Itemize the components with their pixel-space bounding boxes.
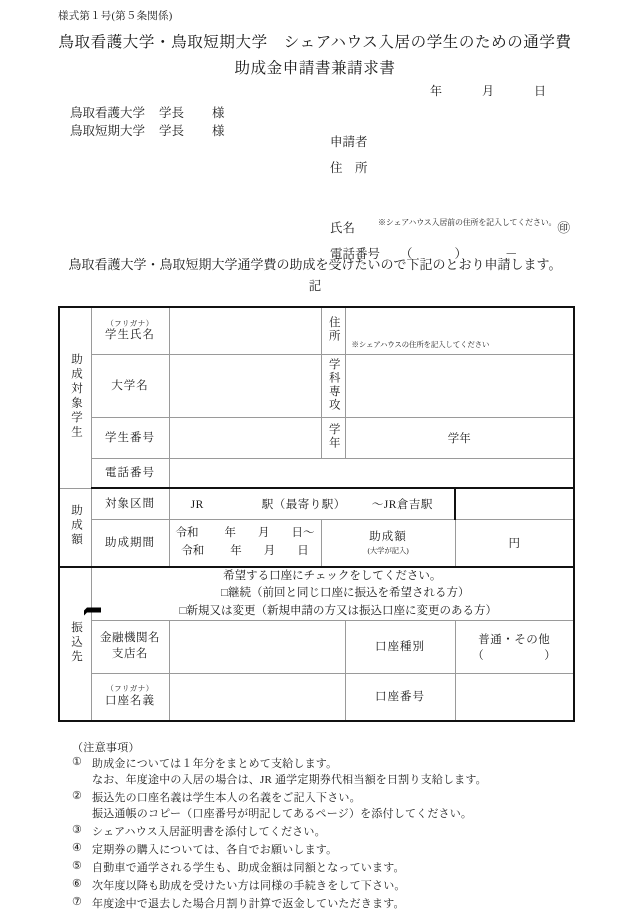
section-label-amount-text: 助成額 [70, 504, 82, 548]
note-line: 定期券の購入については、各自でお願いします。 [92, 843, 338, 856]
seal-icon: ㊞ [557, 221, 570, 235]
note-body [92, 843, 612, 859]
note-item [72, 757, 612, 789]
account-option-new-or-change-label: 新規又は変更（新規申請の方又は振込口座に変更のある方） [186, 604, 497, 617]
section-label-bank-text: 振込先 [70, 620, 82, 665]
note-line: 年度途中で退去した場合月割り計算で返金していただきます。 [92, 897, 405, 910]
period-year-2: 年 [230, 545, 242, 557]
label-phone-text: 電話番号 [105, 466, 155, 479]
addressee-row-1 [70, 104, 225, 122]
application-table [58, 306, 575, 722]
notes-section [72, 743, 612, 914]
hint-student-address: ※シェアハウスの住所を記入してください [351, 340, 490, 349]
table-row-university [59, 355, 574, 418]
tel-dash: － [505, 247, 518, 261]
date-day-label: 日 [534, 84, 547, 98]
account-option-continue[interactable] [92, 585, 574, 602]
applicant-block [330, 132, 570, 270]
student-address-cell-inner [346, 309, 574, 353]
label-grade-text: 学年 [327, 423, 340, 450]
addressee-honorific-2: 様 [212, 124, 225, 138]
applicant-label: 申請者 [330, 135, 368, 149]
route-destination-label: ～JR倉吉駅 [371, 499, 433, 511]
date-year-label: 年 [430, 84, 443, 98]
applicant-spacer [330, 184, 570, 218]
label-grant-amount-sub: (大学が記入) [367, 545, 409, 555]
label-account-type-text: 口座種別 [375, 640, 425, 653]
form-number: 様式第１号(第５条関係) [58, 11, 173, 22]
note-number: ① [72, 756, 82, 768]
date-line [430, 82, 546, 99]
note-item [72, 879, 612, 895]
input-phone[interactable] [169, 459, 574, 489]
note-item [72, 791, 612, 823]
date-month-label: 月 [482, 84, 495, 98]
account-choice-instruction: 希望する口座にチェックをしてください。 [223, 570, 442, 582]
label-university [91, 355, 169, 418]
addressee-org-2: 鳥取短期大学 [70, 124, 146, 138]
pointer-flag-icon [84, 606, 102, 616]
table-row-period [59, 520, 574, 568]
period-day-1: 日～ [291, 527, 315, 540]
note-number: ④ [72, 841, 82, 854]
note-line: 振込通帳のコピー（口座番号が明記してあるページ）を添付してください。 [92, 807, 473, 820]
note-number: ⑦ [72, 895, 82, 908]
label-student-name-text: 学生氏名 [105, 328, 155, 341]
note-body [92, 757, 612, 789]
label-student-number [91, 418, 169, 459]
table-row-phone [59, 459, 574, 489]
period-line-1 [170, 525, 321, 543]
title-line-2: 助成金申請書兼請求書 [234, 60, 396, 77]
applicant-name-label: 氏名 [330, 221, 356, 235]
applicant-address-note: ※シェアハウス入居前の住所を記入してください。 [378, 218, 557, 227]
note-item [72, 861, 612, 877]
note-item [72, 897, 612, 913]
addressee-block [70, 104, 225, 140]
period-month-2: 月 [263, 545, 276, 557]
note-number: ③ [72, 823, 82, 836]
label-student-address-text: 住所 [327, 316, 340, 343]
note-body [92, 897, 612, 913]
input-department[interactable] [345, 355, 574, 418]
label-account-name [91, 673, 169, 721]
note-body [92, 879, 612, 895]
label-grant-amount [321, 520, 455, 568]
label-department-text: 学科専攻 [327, 357, 340, 412]
section-label-student-text: 助成対象学生 [70, 352, 82, 440]
input-grant-amount[interactable]: 円 [455, 520, 574, 568]
label-route-text: 対象区間 [105, 497, 155, 510]
period-month-1: 月 [258, 527, 270, 540]
addressee-post-2: 学長 [159, 124, 185, 138]
period-year-1: 年 [224, 527, 236, 540]
route-line-inner [191, 499, 433, 511]
title-line-1: 鳥取看護大学・鳥取短期大学 シェアハウス入居の学生のための通学費 [58, 34, 572, 51]
input-account-type[interactable]: 普通・その他（ ） [455, 620, 574, 673]
note-number: ⑥ [72, 877, 82, 890]
label-department [321, 355, 345, 418]
label-institution [91, 620, 169, 673]
ki-marker: 記 [308, 279, 322, 293]
table-row-student-number [59, 418, 574, 459]
document-title [0, 30, 630, 78]
input-institution[interactable] [169, 620, 345, 673]
account-choice-block [91, 567, 574, 620]
note-line: 自動車で通学される学生も、助成金額は同額となっています。 [92, 861, 405, 874]
section-label-amount [59, 488, 91, 567]
applicant-name-row[interactable] [330, 218, 570, 244]
account-option-new-or-change[interactable] [92, 603, 574, 620]
label-period [91, 520, 169, 568]
checkbox-new-or-change-icon[interactable]: □ [179, 604, 187, 617]
note-number: ⑤ [72, 859, 82, 872]
input-university[interactable] [169, 355, 321, 418]
notes-title: （注意事項） [72, 742, 140, 754]
note-line: 助成金については１年分をまとめて支給します。 [92, 758, 338, 770]
period-era-2: 令和 [181, 545, 205, 557]
input-student-name[interactable] [169, 307, 321, 355]
route-station-label: 駅（最寄り駅） [261, 499, 346, 511]
label-account-type [345, 620, 455, 673]
furigana-student-name: （フリガナ） [106, 318, 154, 328]
label-phone [91, 459, 169, 489]
table-row-student-name [59, 307, 574, 355]
note-line: 次年度以降も助成を受けたい方は同様の手続きをして下さい。 [92, 879, 406, 892]
addressee-honorific-1: 様 [212, 106, 225, 120]
input-grade[interactable]: 学年 [345, 418, 574, 459]
label-student-name [91, 307, 169, 355]
table-row-institution [59, 620, 574, 673]
table-row-account-name [59, 673, 574, 721]
note-line: シェアハウス入居証明書を添付してください。 [92, 825, 326, 838]
label-university-text: 大学名 [111, 379, 149, 392]
addressee-org-1: 鳥取看護大学 [70, 106, 146, 120]
label-account-number-text: 口座番号 [375, 690, 425, 703]
applicant-tel-label: 電話番号 [330, 247, 381, 261]
note-line: なお、年度途中の入居の場合は、JR 通学定期券代相当額を日割り支給します。 [92, 773, 487, 786]
label-account-name-text: 口座名義 [105, 694, 155, 707]
label-grant-amount-text: 助成額 [369, 531, 407, 544]
furigana-account-name: （フリガナ） [106, 684, 154, 694]
period-line-2 [170, 543, 321, 561]
label-institution-line2: 支店名 [112, 647, 148, 660]
label-student-number-text: 学生番号 [105, 431, 155, 444]
tel-paren-close: ） [454, 247, 468, 261]
period-day-2: 日 [297, 545, 309, 557]
period-era-1: 令和 [175, 527, 199, 540]
input-route[interactable] [169, 488, 455, 520]
input-account-number[interactable] [455, 673, 574, 721]
applicant-address-row[interactable] [330, 158, 570, 227]
note-item [72, 843, 612, 859]
note-line: 振込先の口座名義は学生本人の名義をご記入下さい。 [92, 791, 361, 804]
label-student-address [321, 307, 345, 355]
application-statement: 鳥取看護大学・鳥取短期大学通学費の助成を受けたいので下記のとおり申請します。 [68, 257, 562, 272]
applicant-label-row [330, 132, 570, 158]
addressee-row-2 [70, 122, 225, 140]
tel-paren-open: （ [400, 247, 413, 261]
applicant-address-label: 住 所 [330, 161, 368, 175]
note-body [92, 791, 612, 823]
section-label-student [59, 307, 91, 488]
input-account-name[interactable] [169, 673, 345, 721]
note-item [72, 825, 612, 841]
input-student-number[interactable] [169, 418, 321, 459]
label-route [91, 488, 169, 520]
table-row-account-choice [59, 567, 574, 620]
section-label-bank [59, 567, 91, 721]
note-body [92, 825, 612, 841]
checkbox-continue-icon[interactable]: □ [221, 587, 228, 600]
input-student-address[interactable] [345, 307, 574, 355]
label-grade [321, 418, 345, 459]
route-spacer-cell [455, 488, 574, 520]
addressee-post-1: 学長 [159, 106, 185, 120]
account-option-continue-label: 継続（前回と同じ口座に振込を希望される方） [227, 587, 470, 600]
input-period[interactable] [169, 520, 321, 568]
table-row-route [59, 488, 574, 520]
note-number: ② [72, 789, 82, 802]
label-account-number [345, 673, 455, 721]
label-institution-line1: 金融機関名 [100, 632, 160, 645]
note-body [92, 861, 612, 877]
label-period-text: 助成期間 [105, 536, 155, 549]
route-jr-label: JR [190, 499, 204, 511]
